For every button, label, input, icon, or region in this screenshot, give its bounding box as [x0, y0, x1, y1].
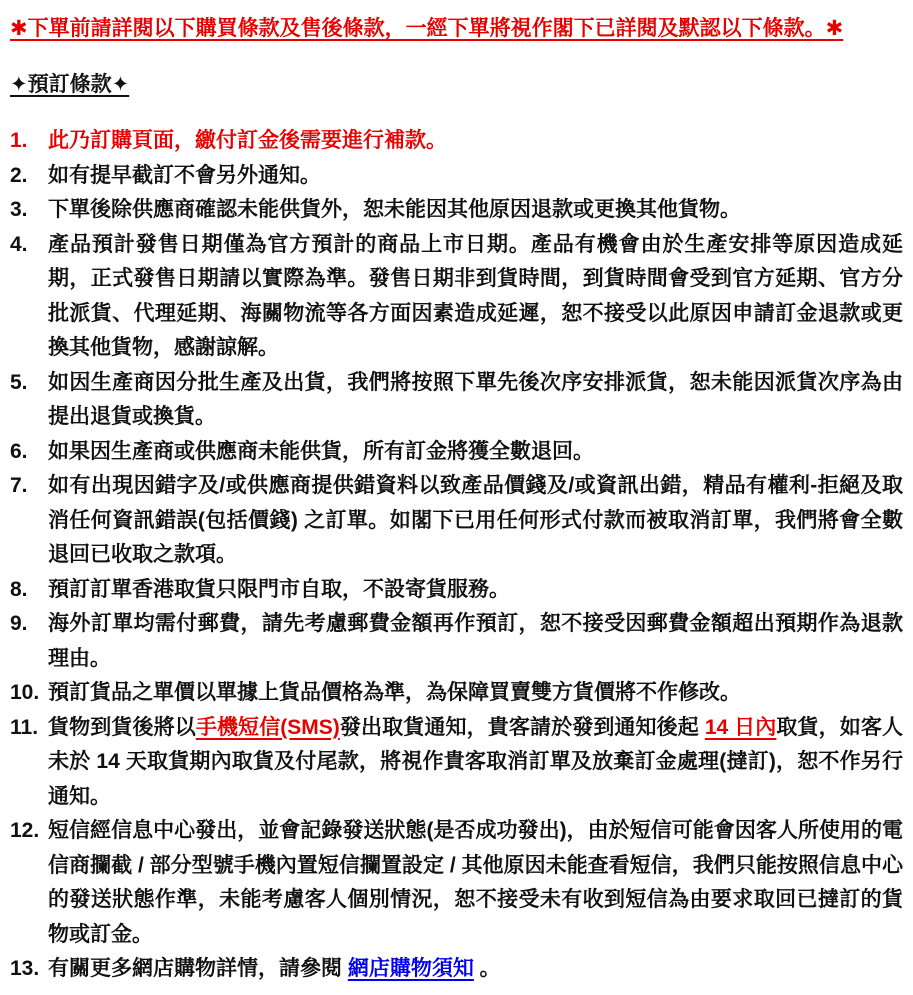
text-segment: 如有出現因錯字及/或供應商提供錯資料以致產品價錢及/或資訊出錯，精品有權利-拒絕及取消任何資訊錯誤(包括價錢) 之訂單。如閣下已用任何形式付款而被取消訂單，我們將會全數退回已收取之款項。	[48, 474, 903, 566]
term-item	[10, 573, 905, 608]
term-item-number: 8.	[10, 577, 28, 601]
term-item	[10, 366, 905, 435]
term-item-number: 10.	[10, 681, 40, 704]
term-item-number: 3.	[10, 198, 28, 221]
header-notice-text: ✱下單前請詳閱以下購買條款及售後條款，一經下單將視作閣下已詳閱及默認以下條款。✱	[10, 17, 844, 40]
text-segment: 此乃訂購頁面，繳付訂金後需要進行補款。	[48, 129, 447, 152]
section-title	[10, 68, 905, 102]
text-segment: 如因生產商因分批生產及出貨，我們將按照下單先後次序安排派貨，恕未能因派貨次序為由提出退貨或換貨。	[48, 370, 903, 428]
term-item	[10, 193, 905, 228]
term-item	[10, 814, 905, 952]
term-item	[10, 228, 905, 366]
term-item	[10, 607, 905, 676]
term-item	[10, 435, 905, 470]
text-segment: 短信經信息中心發出，並會記錄發送狀態(是否成功發出)，由於短信可能會因客人所使用的電信商攔截 / 部分型號手機內置短信攔置設定 / 其他原因未能查看短信，我們只能按照信息中心的發送狀態作準，未能考慮客人個別情況，恕不接受未有收到短信為由要求取回已撻訂的貨物或訂金。	[48, 819, 903, 946]
term-item-number: 6.	[10, 439, 28, 463]
section-title-text: ✦預訂條款✦	[10, 73, 130, 96]
term-item-number: 5.	[10, 370, 28, 394]
term-item-text	[48, 814, 905, 952]
term-item-text	[48, 952, 905, 987]
term-item-number: 9.	[10, 612, 28, 635]
term-item-number: 11.	[10, 715, 39, 739]
term-item-number: 12.	[10, 819, 40, 842]
text-segment: 海外訂單均需付郵費，請先考慮郵費金額再作預訂，恕不接受因郵費金額超出預期作為退款理由。	[48, 612, 903, 670]
term-item-text	[48, 124, 905, 159]
header-notice	[10, 12, 905, 46]
shop-guide-link[interactable]: 網店購物須知	[347, 957, 474, 980]
term-item-text	[48, 193, 905, 228]
text-segment: 下單後除供應商確認未能供貨外，恕未能因其他原因退款或更換其他貨物。	[48, 198, 741, 221]
text-segment: 取貨，如客人未於 14 天取貨期內取貨及付尾款，將視作貴客取消訂單及放棄訂金處理(撻訂)，恕不作另行通知。	[48, 715, 903, 808]
term-item-text	[48, 711, 905, 815]
terms-list	[10, 124, 905, 987]
term-item	[10, 676, 905, 711]
term-item-text	[48, 159, 905, 194]
text-segment: 貨物到貨後將以	[48, 715, 196, 739]
term-item-text	[48, 573, 905, 608]
term-item-number: 13.	[10, 957, 40, 980]
term-item-number: 4.	[10, 232, 28, 256]
term-item	[10, 159, 905, 194]
text-segment: 。	[473, 957, 501, 980]
red-emphasis-text: 14 日內	[704, 715, 777, 739]
term-item	[10, 952, 905, 987]
term-item-number: 2.	[10, 163, 28, 187]
text-segment: 產品預計發售日期僅為官方預計的商品上市日期。產品有機會由於生產安排等原因造成延期，正式發售日期請以實際為準。發售日期非到貨時間，到貨時間會受到官方延期、官方分批派貨、代理延期、海關物流等各方面因素造成延遲，恕不接受以此原因申請訂金退款或更換其他貨物，感謝諒解。	[48, 232, 903, 359]
term-item-text	[48, 676, 905, 711]
term-item-text	[48, 469, 905, 573]
term-item	[10, 711, 905, 815]
term-item-text	[48, 228, 905, 366]
text-segment: 有關更多網店購物詳情，請參閱	[48, 957, 348, 980]
term-item	[10, 124, 905, 159]
text-segment: 如有提早截訂不會另外通知。	[48, 163, 321, 187]
term-item-text	[48, 366, 905, 435]
text-segment: 預訂貨品之單價以單據上貨品價格為準，為保障買賣雙方貨價將不作修改。	[48, 681, 741, 704]
text-segment: 預訂訂單香港取貨只限門市自取，不設寄貨服務。	[48, 577, 510, 601]
term-item	[10, 469, 905, 573]
term-item-number: 1.	[10, 129, 28, 152]
red-emphasis-text: 手機短信(SMS)	[195, 715, 340, 739]
text-segment: 發出取貨通知，貴客請於發到通知後起	[339, 715, 705, 739]
term-item-number: 7.	[10, 474, 28, 497]
term-item-text	[48, 607, 905, 676]
text-segment: 如果因生產商或供應商未能供貨，所有訂金將獲全數退回。	[48, 439, 594, 463]
term-item-text	[48, 435, 905, 470]
